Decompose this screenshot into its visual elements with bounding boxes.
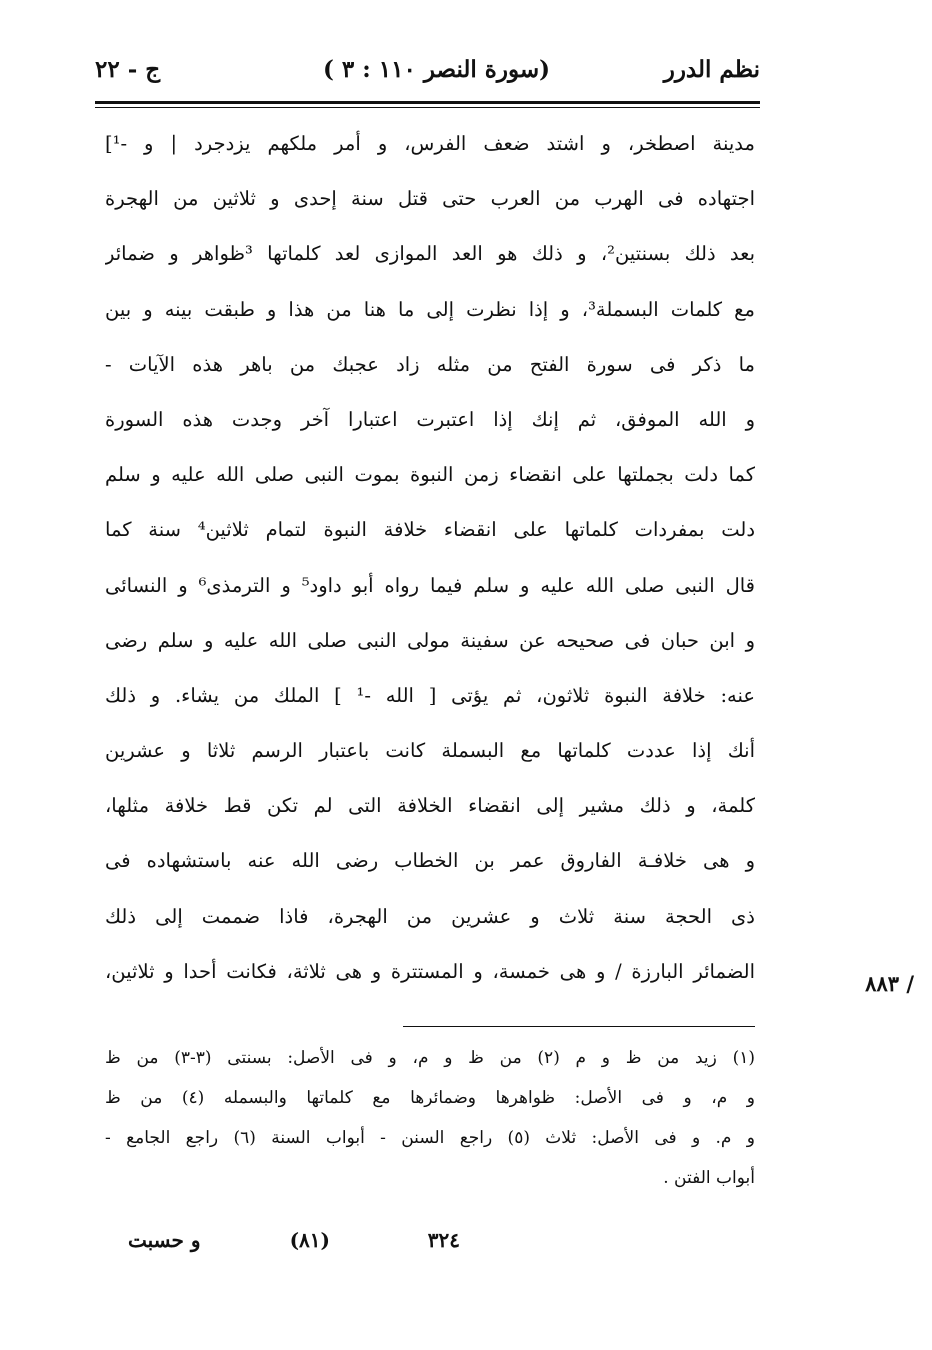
text-line: دلت بمفردات كلماتها على انقضاء خلافة النبوة لتمام ثلاثين⁴ سنة كما bbox=[105, 518, 755, 542]
text-line: مع كلمات البسملة³، و إذا نظرت إلى ما هنا من هذا و طبقت بينه و بين bbox=[105, 297, 755, 321]
header-rule-thin bbox=[95, 107, 760, 108]
surah-reference: (سورة النصر ١١٠ : ٣ ) bbox=[322, 56, 550, 83]
signature-number: (٨١) bbox=[289, 1228, 330, 1252]
footnote-separator bbox=[403, 1026, 755, 1027]
text-line: كما دلت بجملتها على انقضاء زمن النبوة بموت النبى صلى الله عليه و سلم bbox=[105, 463, 755, 487]
running-header bbox=[95, 56, 760, 92]
text-line: ذى الحجة سنة ثلاث و عشرين من الهجرة، فاذا ضممت إلى ذلك bbox=[105, 904, 755, 928]
text-line: و ابن حبان فى صحيحه عن سفينة مولى النبى صلى الله عليه و سلم رضى bbox=[105, 628, 755, 652]
page-footer bbox=[100, 1228, 460, 1268]
text-line: ما ذكر فى سورة الفتح من مثله زاد عجبك من باهر هذه الآيات - bbox=[105, 352, 755, 376]
text-line: مدينة اصطخر، و اشتد ضعف الفرس، و أمر ملكهم يزدجرد | و -¹] bbox=[105, 132, 755, 155]
text-line: عنه: خلافة النبوة ثلاثون، ثم يؤتى [ الله -¹ ] الملك من يشاء. و ذلك bbox=[105, 683, 755, 707]
text-line: و هى خلافـة الفاروق عمر بن الخطاب رضى الله عنه باستشهاده فى bbox=[105, 849, 755, 873]
footnotes bbox=[105, 1038, 755, 1198]
text-line: و الله الموفق، ثم إنك إذا اعتبرت اعتبارا آخر وجدت هذه السورة bbox=[105, 407, 755, 431]
volume-number: ج - ٢٢ bbox=[95, 56, 161, 83]
text-line: اجتهاده فى الهرب من العرب حتى قتل سنة إحدى و ثلاثين من الهجرة bbox=[105, 187, 755, 211]
margin-folio-note: / ٨٨٣ bbox=[865, 971, 914, 996]
book-title: نظم الدرر bbox=[663, 56, 760, 83]
header-rule-thick bbox=[95, 101, 760, 104]
footnote-line: أبواب الفتن . bbox=[663, 1168, 755, 1188]
main-text bbox=[105, 116, 755, 999]
page-number: ٣٢٤ bbox=[427, 1228, 460, 1252]
footnote-line: و م. و فى الأصل: ثلاث (٥) راجع السنن - أبواب السنة (٦) راجع الجامع - bbox=[105, 1128, 755, 1148]
text-line: الضمائر البارزة / و هى خمسة، و المستترة و هى ثلاثة، فكانت أحدا و ثلاثين، bbox=[105, 959, 755, 983]
footnote-line: (١) زيد من ظ و م (٢) من ظ و م، و فى الأصل: بسنتى (٣-٣) من ظ bbox=[105, 1048, 755, 1068]
footnote-line: و م، و فى الأصل: ظواهرها وضمائرها مع كلماتها والبسمله (٤) من ظ bbox=[105, 1088, 755, 1108]
text-line: أنك إذا عددت كلماتها مع البسملة كانت باعتبار الرسم ثلاثا و عشرين bbox=[105, 739, 755, 763]
text-line: كلمة، و ذلك مشير إلى انقضاء الخلافة التى لم تكن قط خلافة مثلها، bbox=[105, 794, 755, 818]
text-line: بعد ذلك بسنتين²، و ذلك هو العد الموازى لعد كلماتها ³ظواهر و ضمائر bbox=[105, 242, 755, 266]
catchword: و حسبت bbox=[128, 1228, 201, 1252]
text-line: قال النبى صلى الله عليه و سلم فيما رواه أبو داود⁵ و الترمذى⁶ و النسائى bbox=[105, 573, 755, 597]
